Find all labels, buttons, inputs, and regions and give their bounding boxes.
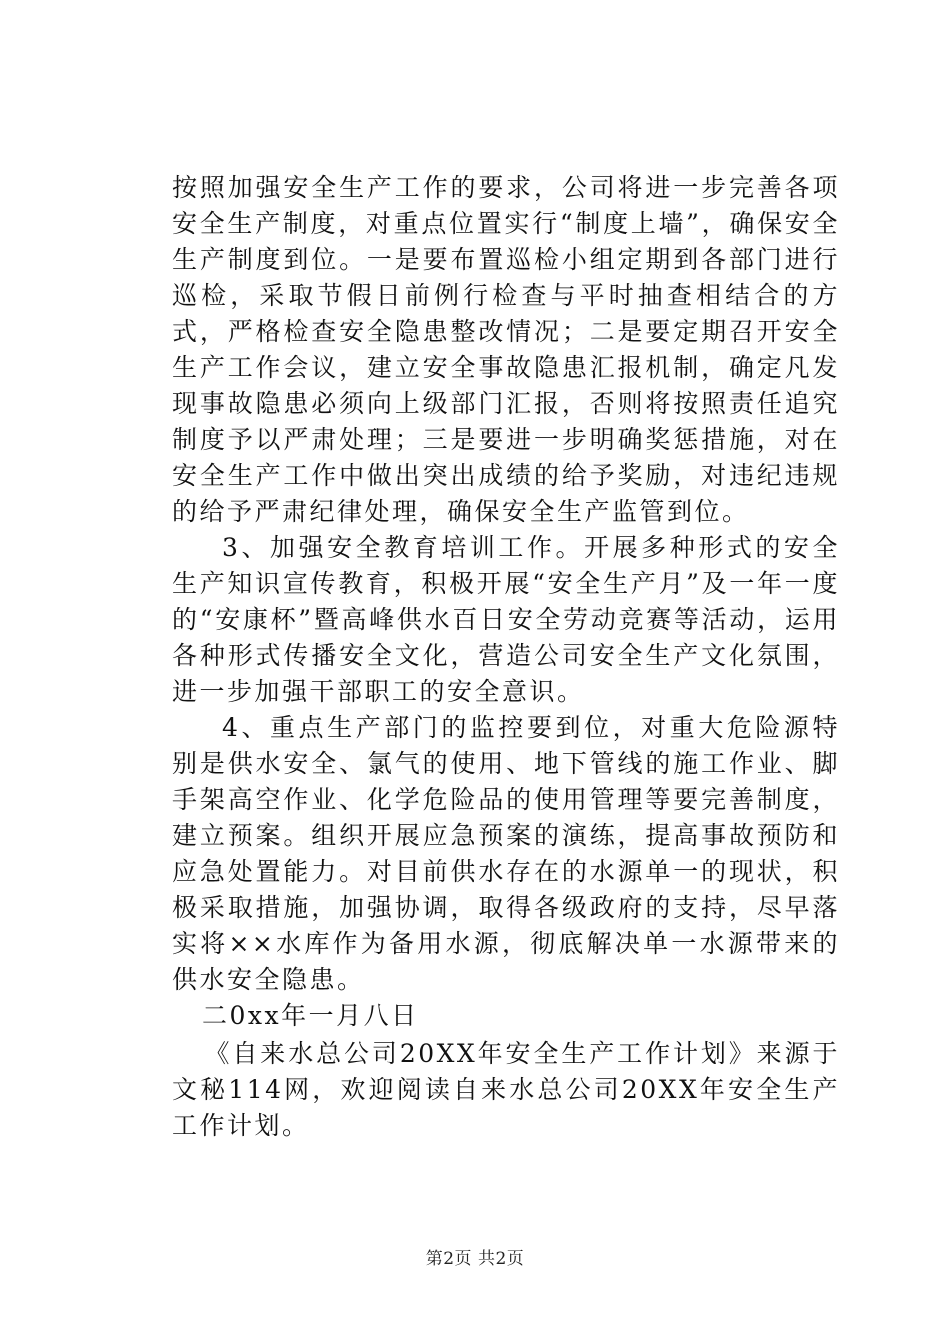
paragraph-key-department-monitoring: 4、重点生产部门的监控要到位，对重大危险源特别是供水安全、氯气的使用、地下管线的施工作业、脚手架高空作业、化学危险品的使用管理等要完善制度，建立预案。组织开展应急预案的演练，提高事故预防和应急处置能力。对目前供水存在的水源单一的现状，积极采取措施，加强协调，取得各级政府的支持，尽早落实将××水库作为备用水源，彻底解决单一水源带来的供水安全隐患。 xyxy=(172,713,840,994)
document-date: 二0xx年一月八日 xyxy=(202,1001,419,1030)
paragraph-safety-education: 3、加强安全教育培训工作。开展多种形式的安全生产知识宣传教育，积极开展“安全生产月”及一年一度的“安康杯”暨高峰供水百日安全劳动竞赛等活动，运用各种形式传播安全文化，营造公司安全生产文化氛围，进一步加强干部职工的安全意识。 xyxy=(172,533,840,706)
page-footer xyxy=(0,1244,950,1269)
source-note: 《自来水总公司20XX年安全生产工作计划》来源于文秘114网，欢迎阅读自来水总公司20XX年安全生产工作计划。 xyxy=(172,1039,840,1140)
document-body xyxy=(172,170,840,1144)
paragraph-safety-rules: 按照加强安全生产工作的要求，公司将进一步完善各项安全生产制度，对重点位置实行“制度上墙”，确保安全生产制度到位。一是要布置巡检小组定期到各部门进行巡检，采取节假日前例行检查与平时抽查相结合的方式，严格检查安全隐患整改情况；二是要定期召开安全生产工作会议，建立安全事故隐患汇报机制，确定凡发现事故隐患必须向上级部门汇报，否则将按照责任追究制度予以严肃处理；三是要进一步明确奖惩措施，对在安全生产工作中做出突出成绩的给予奖励，对违纪违规的给予严肃纪律处理，确保安全生产监管到位。 xyxy=(172,173,840,526)
page-number-label: 第2页 共2页 xyxy=(425,1249,525,1269)
